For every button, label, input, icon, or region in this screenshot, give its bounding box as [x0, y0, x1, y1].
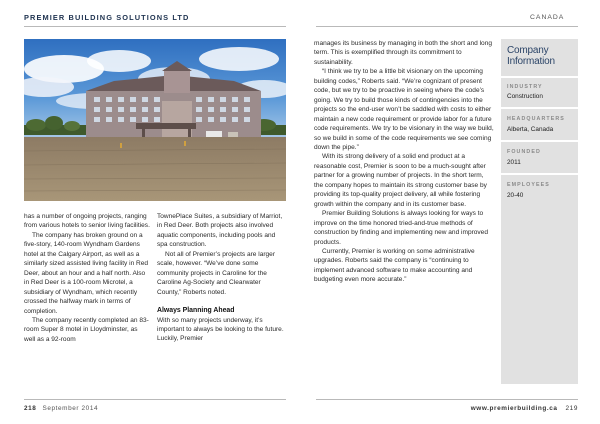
- footer-left: [24, 405, 98, 412]
- sidebar-divider: [501, 107, 578, 109]
- header-rule-left: [24, 26, 286, 27]
- article-paragraph: manages its business by managing in both the short and long term. This is exemplified through its commitment to sustainability.: [314, 40, 492, 66]
- running-header-country: CANADA: [530, 14, 565, 21]
- industry-label: INDUSTRY: [507, 84, 543, 90]
- sidebar-title-line: Company: [507, 45, 549, 56]
- article-paragraph: The company recently completed an 83-room Super 8 motel in Lloydminster, as well as a 92-room: [24, 316, 149, 343]
- footer-rule-right: [316, 399, 578, 400]
- article-paragraph: Currently, Premier is working on some administrative upgrades. Roberts said the company is “continuing to implement advanced software to make accounting and budgeting even more accurate.”: [314, 247, 475, 284]
- issue-date: September 2014: [42, 405, 99, 412]
- right-page-number: 219: [565, 405, 578, 412]
- footer-right: [471, 405, 578, 412]
- article-paragraph: With its strong delivery of a solid end product at a reasonable cost, Premier is soon to be a much-sought after partner for a growing number of projects. In the short term, the company hopes to maintain its strong customer base by providing its top-quality project delivery, all while fostering growth within the company and in its customer base.: [314, 153, 487, 208]
- sidebar-title: [507, 46, 575, 67]
- headquarters-value: Alberta, Canada: [507, 126, 554, 133]
- article-subhead: Always Planning Ahead: [157, 307, 235, 315]
- article-paragraph: Premier Building Solutions is always looking for ways to improve on the time honored tried-and-true methods of construction by finding and implementing new and improved products.: [314, 210, 488, 246]
- website-link[interactable]: www.premierbuilding.ca: [470, 405, 558, 412]
- headquarters-label: HEADQUARTERS: [507, 116, 565, 122]
- employees-label: EMPLOYEES: [507, 182, 550, 188]
- footer-rule-left: [24, 399, 286, 400]
- article-paragraph: has a number of ongoing projects, ranging from various hotels to senior living facilities.: [24, 213, 150, 230]
- article-column-2: [157, 212, 285, 344]
- hotel-photo-graphic: [24, 39, 286, 201]
- header-rule-right: [316, 26, 578, 27]
- sidebar-title-line: Information: [507, 55, 555, 67]
- founded-value: 2011: [507, 159, 521, 166]
- sidebar-divider: [501, 76, 578, 78]
- left-page-number: 218: [24, 405, 37, 412]
- employees-value: 20-40: [507, 192, 524, 199]
- article-paragraph: TownePlace Suites, a subsidiary of Marriot, in Red Deer. Both projects also involved aquatic components, including pools and spa construction.: [157, 213, 283, 249]
- founded-label: FOUNDED: [507, 149, 541, 155]
- hotel-photo: [24, 39, 286, 201]
- running-header-company: PREMIER BUILDING SOLUTIONS LTD: [24, 13, 190, 22]
- article-column-3: [314, 39, 494, 285]
- sidebar-divider: [501, 173, 578, 175]
- sidebar-divider: [501, 140, 578, 142]
- industry-value: Construction: [507, 93, 543, 100]
- article-paragraph: Not all of Premier’s projects are larger scale, however. “We’ve done some community projects in Caroline for the Caroline Ag-Society and Clearwater County,” Roberts noted.: [157, 250, 276, 296]
- article-paragraph: With so many projects underway, it’s important to always be looking to the future. Luckily, Premier: [157, 316, 284, 343]
- article-paragraph: The company has broken ground on a five-story, 140-room Wyndham Gardens hotel at the Calgary Airport, as well as a similarly sized assisted living facility in Red Deer, about an hour and a half north. Also in Red Deer is a 100-room Microtel, a subsidiary of Wyndham, which recently crossed the halfway mark in terms of completion.: [24, 231, 149, 315]
- article-column-1: [24, 212, 150, 344]
- article-paragraph: “I think we try to be a little bit visionary on the upcoming building codes,” Roberts said. “We’re cognizant of present code, but we try to be proactive in seeing where the code’s going. We try to build those kinds of contingencies into the projects so the end-user won’t be saddled with costs to either maintain a new code requirement or provide labor for a future code requirements. We try to be visionary in the way we build, so we build in some of the code requirements we see coming down the pipe.”: [314, 68, 494, 151]
- company-info-sidebar: [501, 39, 578, 384]
